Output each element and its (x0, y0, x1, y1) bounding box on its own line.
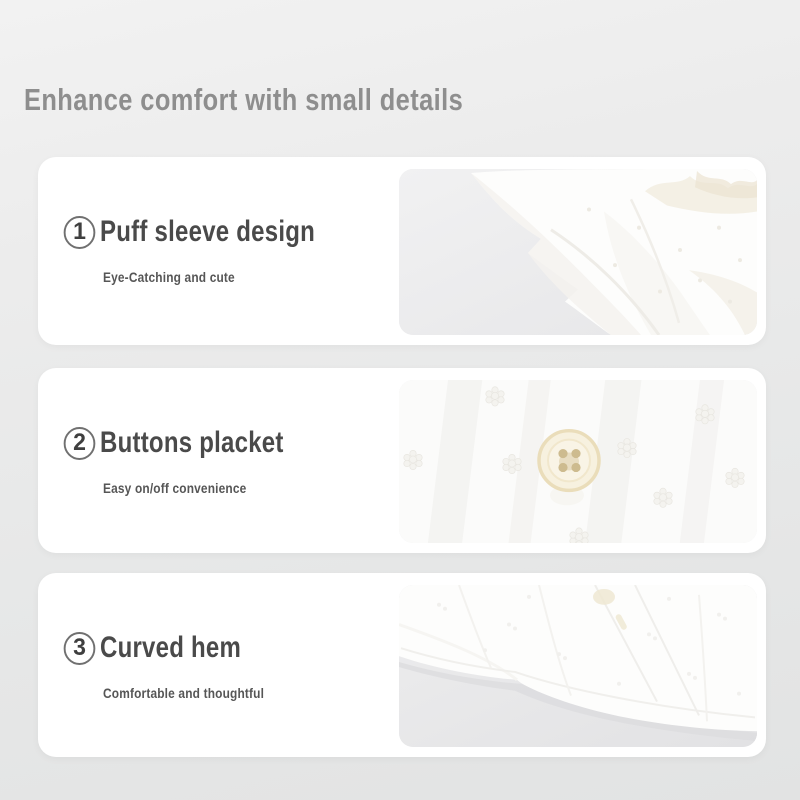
feature-card-buttons-placket (38, 368, 766, 553)
feature-heading-row (63, 423, 330, 463)
circled-number-3-icon: 3 (64, 632, 96, 665)
feature-heading-row (63, 628, 276, 668)
feature-heading: Curved hem (100, 631, 242, 664)
circled-number-2-icon: 2 (64, 427, 96, 460)
page-title: Enhance comfort with small details (24, 82, 464, 117)
feature-heading: Puff sleeve design (100, 215, 316, 248)
button-placket-photo (399, 380, 757, 543)
feature-heading-row (63, 212, 369, 252)
curved-hem-photo (399, 585, 757, 747)
feature-subtitle: Easy on/off convenience (103, 480, 247, 496)
feature-card-curved-hem (38, 573, 766, 757)
feature-heading: Buttons placket (100, 426, 284, 459)
feature-subtitle: Eye-Catching and cute (103, 269, 235, 285)
feature-card-puff-sleeve (38, 157, 766, 345)
circled-number-1-icon: 1 (64, 216, 96, 249)
puff-sleeve-photo (399, 169, 757, 335)
feature-subtitle: Comfortable and thoughtful (103, 685, 265, 701)
